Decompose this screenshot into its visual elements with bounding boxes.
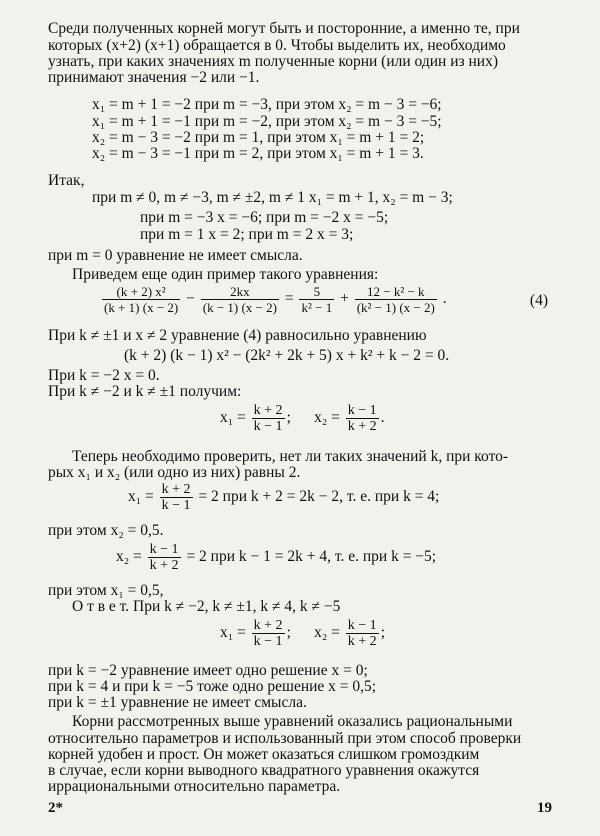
fraction-numerator: k − 1	[347, 403, 377, 418]
separator: ;	[380, 624, 385, 642]
fraction-denominator: k − 1	[253, 419, 283, 434]
text-line: в случае, если корни выводного квадратного уравнения окажутся	[48, 762, 480, 779]
text-line: При k = −2 x = 0.	[48, 367, 160, 384]
fraction-denominator: (k² − 1) (x − 2)	[356, 300, 435, 315]
text-line: иррациональными относительно параметра.	[48, 778, 341, 795]
text-line: принимают значения −2 или −1.	[48, 69, 260, 86]
fraction-numerator: 12 − k² − k	[355, 284, 437, 300]
operator: +	[340, 290, 349, 308]
check-x1	[128, 482, 439, 513]
answer-line: О т в е т. При k ≠ −2, k ≠ ±1, k ≠ 4, k ≠ −5	[72, 598, 341, 615]
operator: −	[186, 290, 195, 308]
text-line: при k = ±1 уравнение не имеет смысла.	[48, 694, 307, 711]
fraction-denominator: k² − 1	[301, 300, 333, 315]
separator: ;	[286, 409, 291, 427]
text-line: при k = 4 и при k = −5 тоже одно решение x = 0,5;	[48, 678, 377, 695]
fraction-numerator: k + 2	[253, 618, 283, 633]
text-line: корней удобен и прост. Он может оказаться слишком громоздким	[48, 746, 480, 763]
text-line: Теперь необходимо проверить, нет ли таких значений k, при кото-	[72, 448, 509, 465]
fraction-numerator: k + 2	[161, 482, 191, 497]
text-line: рых x₁ и x₂ (или одно из них) равны 2.	[48, 464, 301, 481]
period: .	[380, 409, 385, 427]
root-label: x₁ =	[220, 624, 246, 642]
period: .	[442, 290, 447, 308]
summary-line: при m = −3 x = −6; при m = −2 x = −5;	[140, 209, 389, 226]
fraction-numerator: k + 2	[253, 403, 283, 418]
quadratic-equation: (k + 2) (k − 1) x² − (2k² + 2k + 5) x + k² + k − 2 = 0.	[124, 347, 450, 364]
root-label: x₁ =	[128, 488, 154, 506]
root-label: x₂ =	[314, 409, 340, 427]
answer-roots	[220, 618, 385, 649]
text-line: при k = −2 уравнение имеет одно решение x = 0;	[48, 662, 368, 679]
roots-formula	[220, 403, 385, 434]
fraction-denominator: k + 2	[347, 419, 377, 434]
text-line: Корни рассмотренных выше уравнений оказались рациональными	[72, 713, 513, 730]
root-label: x₂ =	[116, 548, 142, 566]
fraction-denominator: k + 2	[347, 634, 377, 649]
fraction-numerator: 5	[299, 284, 334, 300]
fraction-denominator: (k + 1) (x − 2)	[104, 300, 179, 315]
text-line: Среди полученных корней могут быть и посторонние, а именно те, при	[48, 20, 520, 37]
fraction-denominator: k − 1	[253, 634, 283, 649]
case-line: x₁ = m + 1 = −1 при m = −2, при этом x₂ = m − 3 = −5;	[92, 113, 442, 130]
case-line: x₁ = m + 1 = −2 при m = −3, при этом x₂ = m − 3 = −6;	[92, 96, 442, 113]
fraction-denominator: k + 2	[149, 558, 179, 573]
signature-mark: 2*	[48, 800, 63, 816]
root-label: x₂ =	[314, 624, 340, 642]
check-x2	[116, 542, 436, 573]
text-line: Приведем еще один пример такого уравнения:	[72, 266, 379, 283]
itak-label: Итак,	[48, 172, 85, 189]
operator: =	[284, 290, 294, 308]
text-line: При k ≠ −2 и k ≠ ±1 получим:	[48, 383, 242, 400]
fraction-denominator: (k − 1) (x − 2)	[202, 300, 277, 315]
fraction-numerator: k − 1	[347, 618, 377, 633]
check-text: = 2 при k − 1 = 2k + 4, т. е. при k = −5;	[186, 548, 437, 566]
fraction-numerator: k − 1	[149, 542, 179, 557]
equation-number: (4)	[529, 292, 548, 309]
case-line: x₂ = m − 3 = −2 при m = 1, при этом x₁ = m + 1 = 2;	[92, 129, 425, 146]
text-line: узнать, при каких значениях m полученные корни (или один из них)	[48, 53, 498, 70]
case-line: x₂ = m − 3 = −1 при m = 2, при этом x₁ = m + 1 = 3.	[92, 145, 424, 162]
text-line: при этом x₂ = 0,5.	[48, 522, 164, 539]
text-line: При k ≠ ±1 и x ≠ 2 уравнение (4) равносильно уравнению	[48, 327, 427, 344]
summary-line: при m ≠ 0, m ≠ −3, m ≠ ±2, m ≠ 1 x₁ = m + 1, x₂ = m − 3;	[92, 189, 453, 206]
page-number: 19	[537, 800, 552, 816]
text-line: при m = 0 уравнение не имеет смысла.	[48, 247, 303, 264]
root-label: x₁ =	[220, 409, 246, 427]
text-line: относительно параметров и использованный при этом способ проверки	[48, 730, 522, 747]
fraction-numerator: 2kx	[201, 284, 279, 300]
separator: ;	[286, 624, 291, 642]
fraction-numerator: (k + 2) x²	[102, 284, 180, 300]
check-text: = 2 при k + 2 = 2k − 2, т. е. при k = 4;	[198, 488, 440, 506]
equation-4	[100, 284, 447, 315]
fraction-denominator: k − 1	[161, 498, 191, 513]
text-line: которых (x+2) (x+1) обращается в 0. Чтобы выделить их, необходимо	[48, 37, 506, 54]
summary-line: при m = 1 x = 2; при m = 2 x = 3;	[140, 226, 354, 243]
text-line: при этом x₁ = 0,5,	[48, 582, 164, 599]
